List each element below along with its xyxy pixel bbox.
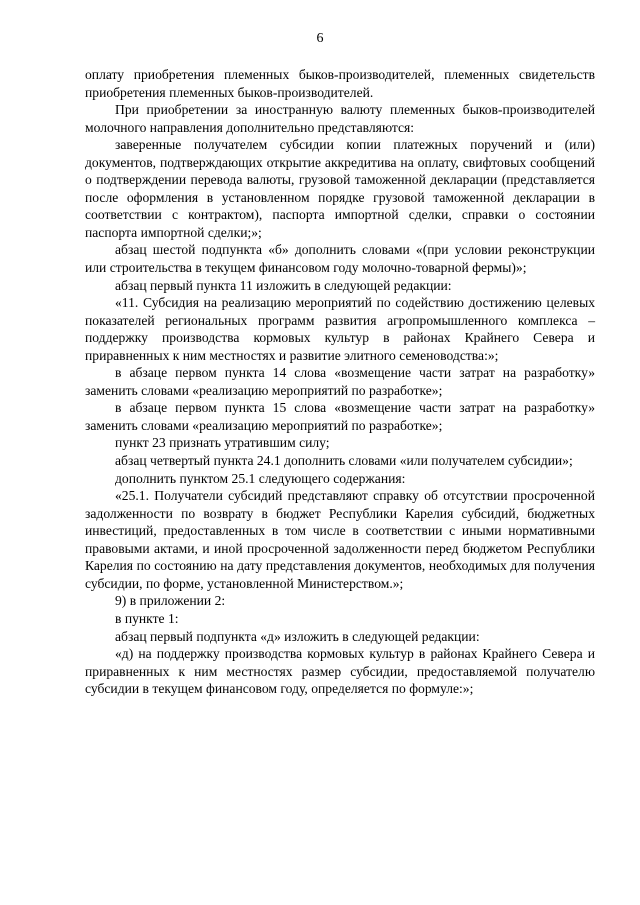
paragraph-5: абзац первый пункта 11 изложить в следующей редакции: <box>115 277 452 293</box>
paragraph-4: абзац шестой подпункта «б» дополнить словами «(при условии реконструкции или строительства в текущем финансовом году молочно-товарной фермы)»; <box>85 242 595 276</box>
document-body <box>85 66 595 698</box>
paragraph-12: «25.1. Получатели субсидий представляют справку об отсутствии просроченной задолженности по возврату в бюджет Республики Карелия субсидий, бюджетных инвестиций, предоставленных в том числе в соответствии с иными нормативными правовыми актами, и иной просроченной задолженности перед бюджетом Республики Карелия по состоянию на дату представления документов, необходимых для получения субсидии, по форме, установленной Министерством.»; <box>85 488 595 591</box>
paragraph-14: в пункте 1: <box>115 610 179 626</box>
paragraph-3: заверенные получателем субсидии копии платежных поручений и (или) документов, подтверждающих открытие аккредитива на оплату, свифтовых сообщений о подтверждении перевода валюты, грузовой таможенной декларации (представляется после оформления в установленном порядке грузовой таможенной декларации в соответствии с контрактом), паспорта импортной сделки, справки о состоянии паспорта импортной сделки;»; <box>85 137 595 240</box>
paragraph-15: абзац первый подпункта «д» изложить в следующей редакции: <box>115 628 480 644</box>
paragraph-2: При приобретении за иностранную валюту племенных быков-производителей молочного направления дополнительно представляются: <box>85 102 595 135</box>
paragraph-11: дополнить пунктом 25.1 следующего содержания: <box>115 470 406 486</box>
paragraph-10: абзац четвертый пункта 24.1 дополнить словами «или получателем субсидии»; <box>115 453 573 469</box>
paragraph-1: оплату приобретения племенных быков-производителей, племенных свидетельств приобретения племенных быков-производителей. <box>85 67 595 100</box>
paragraph-16: «д) на поддержку производства кормовых культур в районах Крайнего Севера и приравненных к ним местностях размер субсидии, предоставляемой получателю субсидии в текущем финансовом году, определяется по формуле:»; <box>85 646 595 697</box>
paragraph-13: 9) в приложении 2: <box>115 593 226 609</box>
paragraph-9: пункт 23 признать утратившим силу; <box>115 435 330 451</box>
paragraph-7: в абзаце первом пункта 14 слова «возмещение части затрат на разработку» заменить словами «реализацию мероприятий по разработке»; <box>85 365 595 398</box>
page-number: 6 <box>316 31 324 46</box>
paragraph-6: «11. Субсидия на реализацию мероприятий по содействию достижению целевых показателей региональных программ развития агропромышленного комплекса – поддержку производства кормовых культур в районах Крайнего Севера и приравненных к ним местностях и развитие элитного семеноводства:»; <box>85 295 595 363</box>
paragraph-8: в абзаце первом пункта 15 слова «возмещение части затрат на разработку» заменить словами «реализацию мероприятий по разработке»; <box>85 400 595 433</box>
